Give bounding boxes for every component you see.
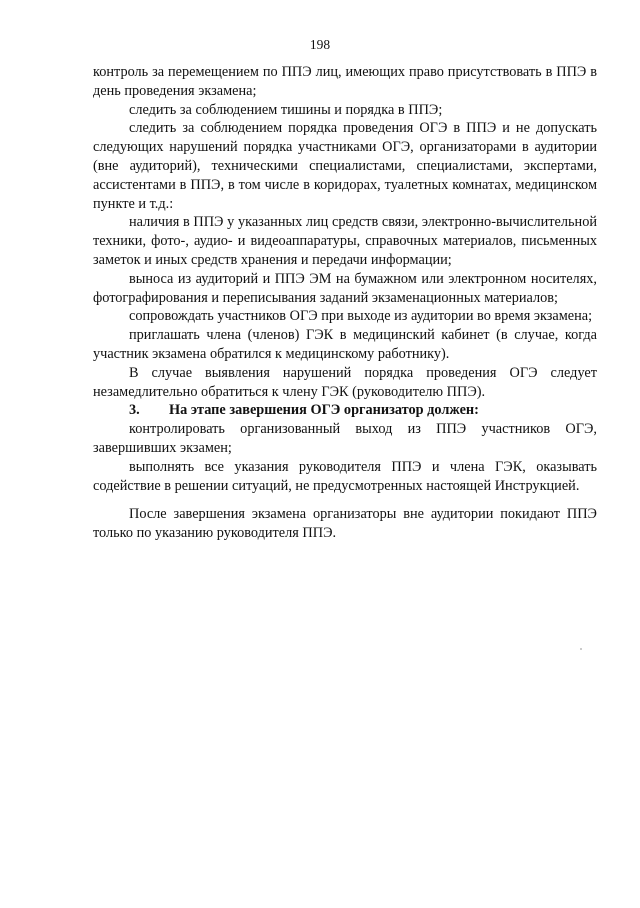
section-heading bbox=[93, 401, 597, 420]
document-body bbox=[93, 63, 597, 543]
paragraph: следить за соблюдением порядка проведения ОГЭ в ППЭ и не допускать следующих нарушений порядка участниками ОГЭ, организаторами в аудитории (вне аудиторий), техническими специалистами, специалистами, экспертами, ассистентами в ППЭ, в том числе в коридорах, туалетных комнатах, медицинском пункте и т.д.: bbox=[93, 120, 597, 212]
page-number: 198 bbox=[309, 37, 331, 52]
paragraph: следить за соблюдением тишины и порядка в ППЭ; bbox=[129, 101, 443, 118]
paragraph: контроль за перемещением по ППЭ лиц, имеющих право присутствовать в ППЭ в день проведения экзамена; bbox=[93, 64, 597, 99]
paragraph: выполнять все указания руководителя ППЭ и члена ГЭК, оказывать содействие в решении ситуаций, не предусмотренных настоящей Инструкцией. bbox=[93, 458, 597, 494]
scan-speck bbox=[580, 648, 582, 650]
paragraph: приглашать члена (членов) ГЭК в медицинский кабинет (в случае, когда участник экзамена обратился к медицинскому работнику). bbox=[93, 327, 597, 362]
section-title: На этапе завершения ОГЭ организатор должен: bbox=[169, 402, 479, 419]
paragraph: После завершения экзамена организаторы вне аудитории покидают ППЭ только по указанию руководителя ППЭ. bbox=[93, 506, 597, 542]
paragraph: контролировать организованный выход из ППЭ участников ОГЭ, завершивших экзамен; bbox=[93, 421, 597, 456]
paragraph: сопровождать участников ОГЭ при выходе из аудитории во время экзамена; bbox=[129, 308, 593, 325]
section-number: 3. bbox=[129, 402, 140, 419]
list-item: наличия в ППЭ у указанных лиц средств связи, электронно-вычислительной техники, фото-, аудио- и видеоаппаратуры, справочных материалов, письменных заметок и иных средств хранения и передачи информации; bbox=[93, 214, 597, 268]
list-item: выноса из аудиторий и ППЭ ЭМ на бумажном или электронном носителях, фотографирования и переписывания заданий экзаменационных материалов; bbox=[93, 270, 597, 306]
paragraph: В случае выявления нарушений порядка проведения ОГЭ следует незамедлительно обратиться к члену ГЭК (руководителю ППЭ). bbox=[93, 364, 597, 400]
paragraph-gap bbox=[93, 495, 597, 505]
